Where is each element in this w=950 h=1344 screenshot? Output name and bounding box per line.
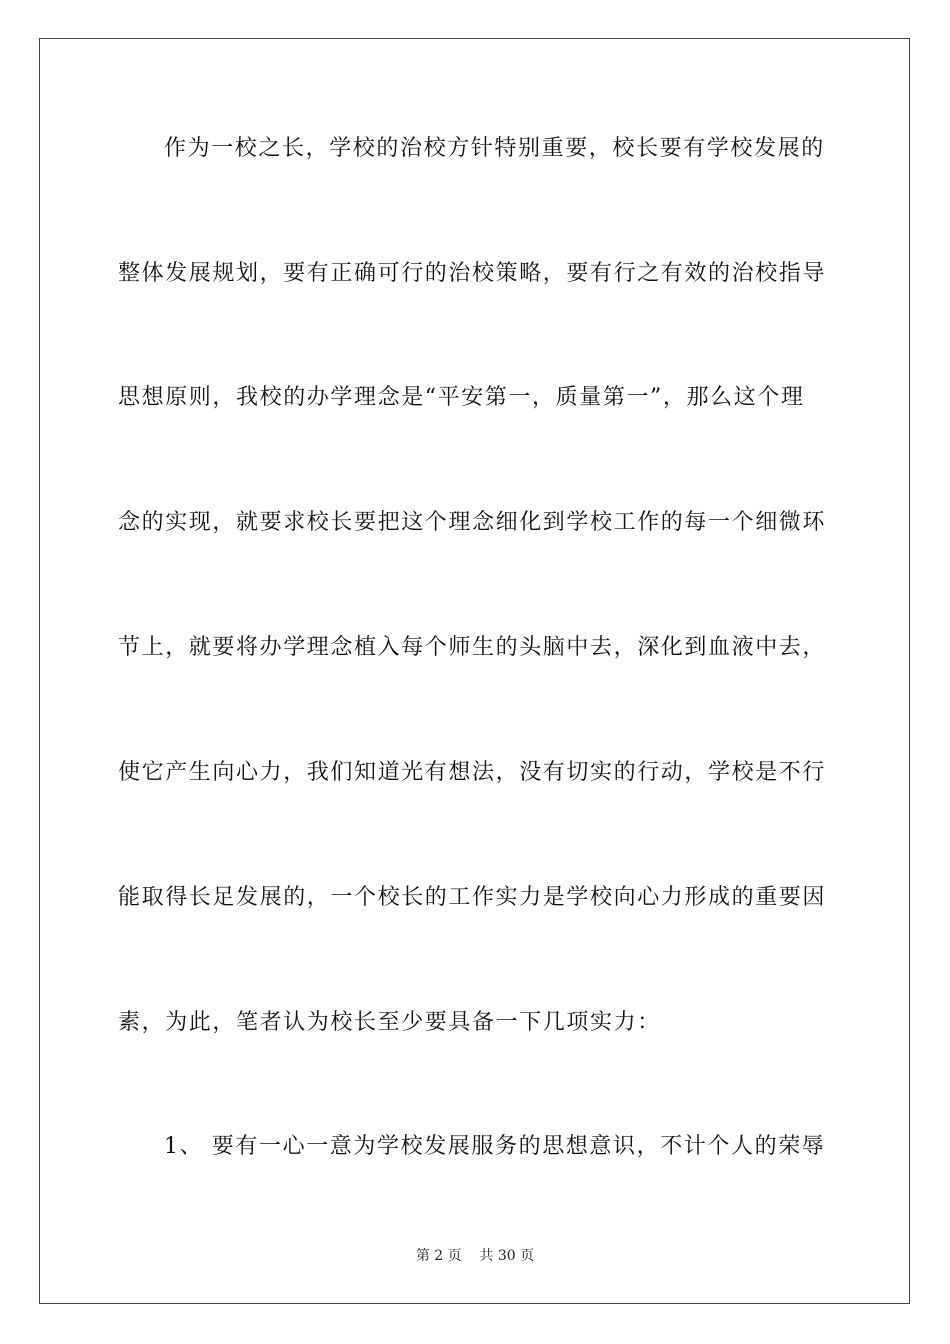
paragraph-line-4: 念的实现，就要求校长要把这个理念细化到学校工作的每一个细微环 — [118, 510, 827, 535]
paragraph-line-6: 使它产生向心力，我们知道光有想法，没有切实的行动，学校是不行 — [118, 760, 827, 785]
page-border — [39, 38, 910, 1304]
paragraph-line-8: 素，为此，笔者认为校长至少要具备一下几项实力： — [118, 1010, 661, 1035]
paragraph-line-3: 思想原则，我校的办学理念是“平安第一，质量第一”，那么这个理 — [118, 385, 805, 410]
list-item-1: 1、 要有一心一意为学校发展服务的思想意识，不计个人的荣辱 — [164, 1134, 826, 1159]
paragraph-line-1: 作为一校之长，学校的治校方针特别重要，校长要有学校发展的 — [164, 136, 825, 161]
paragraph-line-5: 节上，就要将办学理念植入每个师生的头脑中去，深化到血液中去， — [118, 635, 827, 660]
page-number-footer: 第 2 页 共 30 页 — [415, 1248, 535, 1264]
paragraph-line-7: 能取得长足发展的，一个校长的工作实力是学校向心力形成的重要因 — [118, 885, 827, 910]
paragraph-line-2: 整体发展规划，要有正确可行的治校策略，要有行之有效的治校指导 — [118, 261, 827, 286]
